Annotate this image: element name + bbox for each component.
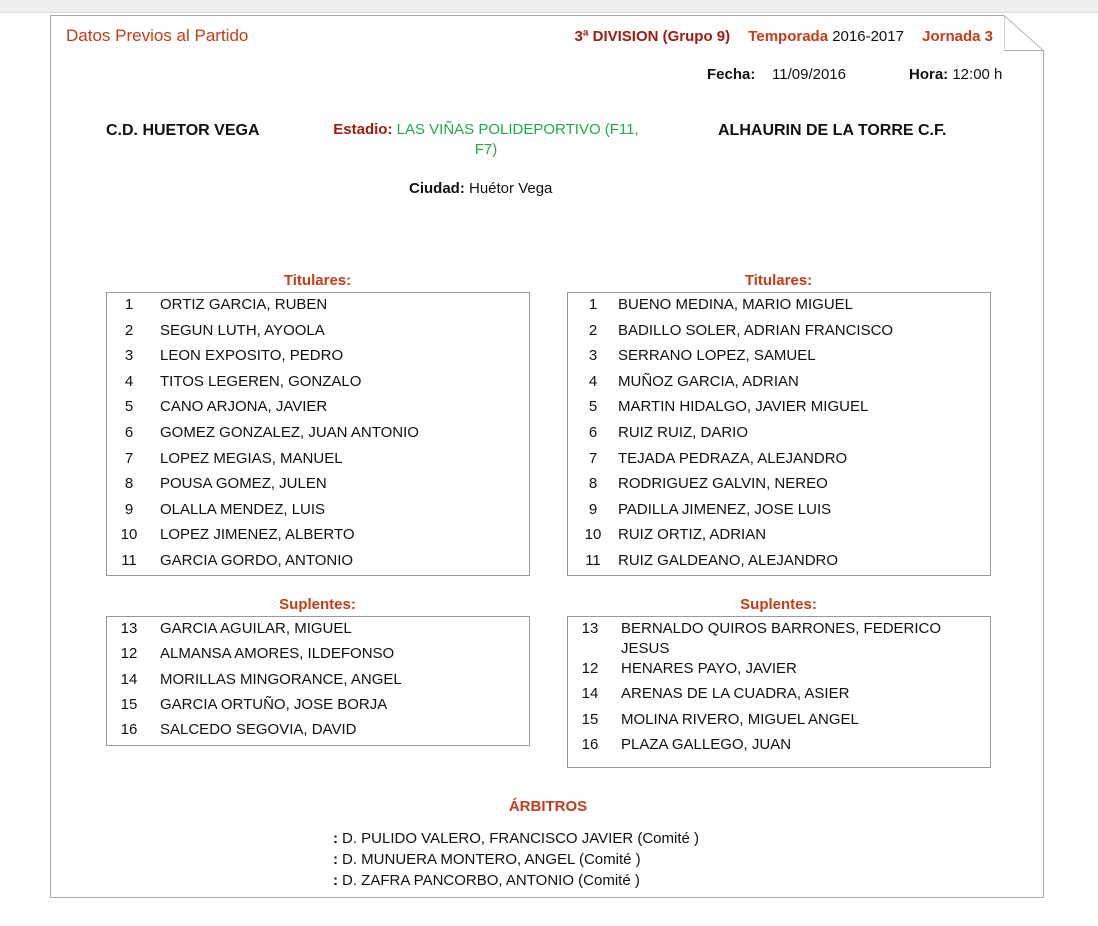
player-row <box>568 525 990 551</box>
season-value: 2016-2017 <box>832 28 904 45</box>
referee-row <box>333 828 699 849</box>
away-subs-list <box>567 616 991 768</box>
player-name: MORILLAS MINGORANCE, ANGEL <box>160 670 402 688</box>
home-team: C.D. HUETOR VEGA <box>106 122 260 139</box>
player-row <box>107 670 529 695</box>
player-row <box>107 295 529 321</box>
player-row <box>568 659 990 684</box>
player-row <box>568 295 990 321</box>
player-number: 2 <box>124 321 134 339</box>
match-date <box>707 66 846 83</box>
stadium-label: Estadio: <box>333 121 393 138</box>
player-row <box>107 695 529 720</box>
player-row <box>568 474 990 500</box>
referees-list <box>333 828 699 891</box>
player-row <box>107 525 529 551</box>
player-row <box>107 720 529 745</box>
player-name: PADILLA JIMENEZ, JOSE LUIS <box>618 500 832 518</box>
referee-prefix: : <box>333 830 338 847</box>
home-subs-list <box>106 616 530 746</box>
player-name: SERRANO LOPEZ, SAMUEL <box>618 347 816 365</box>
date-value: 11/09/2016 <box>772 66 846 83</box>
player-row <box>107 551 529 577</box>
player-name: ALMANSA AMORES, ILDEFONSO <box>160 645 395 663</box>
player-name: HENARES PAYO, JAVIER <box>621 660 797 677</box>
player-row <box>568 551 990 577</box>
player-row <box>107 321 529 347</box>
player-number: 7 <box>588 449 598 467</box>
season-label: Temporada <box>748 28 829 45</box>
player-name: SALCEDO SEGOVIA, DAVID <box>160 721 357 739</box>
player-number: 14 <box>581 685 599 703</box>
player-row <box>107 346 529 372</box>
player-name: RUIZ RUIZ, DARIO <box>618 423 748 441</box>
stadium <box>321 120 651 160</box>
referee-row <box>333 870 699 891</box>
referee-prefix: : <box>333 851 338 868</box>
referee-name: D. ZAFRA PANCORBO, ANTONIO (Comité ) <box>342 872 640 889</box>
player-number: 12 <box>581 660 599 677</box>
player-name: BADILLO SOLER, ADRIAN FRANCISCO <box>618 321 894 339</box>
city-value: Huétor Vega <box>469 180 553 197</box>
player-number: 12 <box>120 645 138 663</box>
player-row <box>568 619 990 659</box>
referee-prefix: : <box>333 872 338 889</box>
player-number: 16 <box>581 735 599 753</box>
away-starters-heading: Titulares: <box>744 272 813 289</box>
home-starters-list <box>106 292 530 576</box>
player-name: LOPEZ JIMENEZ, ALBERTO <box>160 526 355 544</box>
match-panel <box>50 15 1044 898</box>
player-number: 10 <box>584 526 602 544</box>
player-name: GOMEZ GONZALEZ, JUAN ANTONIO <box>160 423 419 441</box>
player-number: 6 <box>588 423 598 441</box>
player-number: 11 <box>121 551 137 569</box>
player-name: ARENAS DE LA CUADRA, ASIER <box>621 685 850 703</box>
player-number: 9 <box>588 500 598 518</box>
player-number: 1 <box>588 296 598 313</box>
player-name: MOLINA RIVERO, MIGUEL ANGEL <box>621 710 859 728</box>
player-name: GARCIA GORDO, ANTONIO <box>160 551 354 569</box>
player-number: 3 <box>588 347 598 365</box>
player-number: 2 <box>588 321 598 339</box>
time-value: 12:00 h <box>952 66 1003 83</box>
player-name: LOPEZ MEGIAS, MANUEL <box>160 449 343 467</box>
player-number: 16 <box>120 721 138 739</box>
player-name: RUIZ GALDEANO, ALEJANDRO <box>618 551 839 569</box>
player-name: LEON EXPOSITO, PEDRO <box>160 347 344 365</box>
city <box>409 180 552 197</box>
player-number: 10 <box>120 526 138 544</box>
player-number: 4 <box>588 372 598 390</box>
home-starters-heading: Titulares: <box>283 272 352 289</box>
referee-name: D. MUNUERA MONTERO, ANGEL (Comité ) <box>342 851 641 868</box>
player-number: 5 <box>124 398 134 416</box>
player-number: 11 <box>585 551 601 569</box>
player-name: ORTIZ GARCIA, RUBEN <box>160 296 328 313</box>
player-name: OLALLA MENDEZ, LUIS <box>160 500 326 518</box>
referee-name: D. PULIDO VALERO, FRANCISCO JAVIER (Comité ) <box>342 830 700 847</box>
player-name: BUENO MEDINA, MARIO MIGUEL <box>618 296 854 313</box>
player-number: 6 <box>124 423 134 441</box>
away-team: ALHAURIN DE LA TORRE C.F. <box>718 122 947 139</box>
page-title: Datos Previos al Partido <box>66 26 249 45</box>
player-number: 15 <box>581 710 599 728</box>
player-number: 5 <box>588 398 598 416</box>
referees-heading: ÁRBITROS <box>508 798 588 815</box>
player-name: MARTIN HIDALGO, JAVIER MIGUEL <box>618 398 869 416</box>
player-row <box>107 423 529 449</box>
player-row <box>107 474 529 500</box>
player-number: 15 <box>120 695 138 713</box>
player-name: GARCIA ORTUÑO, JOSE BORJA <box>160 695 388 713</box>
player-number: 8 <box>588 475 598 493</box>
player-name: MUÑOZ GARCIA, ADRIAN <box>618 372 799 390</box>
player-number: 1 <box>124 296 134 313</box>
player-row <box>107 644 529 669</box>
page-fold-corner <box>1004 15 1044 51</box>
stadium-value: LAS VIÑAS POLIDEPORTIVO (F11, F7) <box>396 121 639 158</box>
round: Jornada 3 <box>922 28 993 45</box>
competition-info <box>575 28 993 45</box>
player-number: 8 <box>124 475 134 493</box>
player-row <box>568 346 990 372</box>
player-number: 14 <box>120 670 138 688</box>
player-name: BERNALDO QUIROS BARRONES, FEDERICO JESUS <box>621 620 942 657</box>
date-label: Fecha: <box>707 66 756 83</box>
player-row <box>568 735 990 760</box>
player-name: CANO ARJONA, JAVIER <box>160 398 328 416</box>
player-number: 3 <box>124 347 134 365</box>
player-row <box>568 423 990 449</box>
match-time <box>909 66 1002 83</box>
player-row <box>107 372 529 398</box>
player-row <box>568 710 990 735</box>
player-name: TEJADA PEDRAZA, ALEJANDRO <box>618 449 848 467</box>
player-row <box>568 500 990 526</box>
player-number: 13 <box>581 620 599 637</box>
player-number: 4 <box>124 372 134 390</box>
player-row <box>568 321 990 347</box>
player-row <box>568 684 990 709</box>
home-subs-heading: Suplentes: <box>279 596 356 613</box>
player-row <box>107 500 529 526</box>
player-name: RODRIGUEZ GALVIN, NEREO <box>618 475 828 493</box>
player-name: RUIZ ORTIZ, ADRIAN <box>618 526 767 544</box>
top-bar <box>0 0 1098 13</box>
referee-row <box>333 849 699 870</box>
player-row <box>107 619 529 644</box>
player-row <box>107 449 529 475</box>
away-starters-list <box>567 292 991 576</box>
player-row <box>107 397 529 423</box>
player-name: GARCIA AGUILAR, MIGUEL <box>160 620 352 637</box>
division: 3ª DIVISION (Grupo 9) <box>574 28 731 45</box>
away-subs-heading: Suplentes: <box>740 596 817 613</box>
player-row <box>568 397 990 423</box>
player-name: SEGUN LUTH, AYOOLA <box>160 321 325 339</box>
player-row <box>568 449 990 475</box>
player-number: 13 <box>120 620 138 637</box>
player-name: PLAZA GALLEGO, JUAN <box>621 735 792 753</box>
player-number: 7 <box>124 449 134 467</box>
city-label: Ciudad: <box>409 180 465 197</box>
time-label: Hora: <box>909 66 949 83</box>
player-name: POUSA GOMEZ, JULEN <box>160 475 327 493</box>
player-name: TITOS LEGEREN, GONZALO <box>160 372 362 390</box>
player-number: 9 <box>124 500 134 518</box>
player-row <box>568 372 990 398</box>
